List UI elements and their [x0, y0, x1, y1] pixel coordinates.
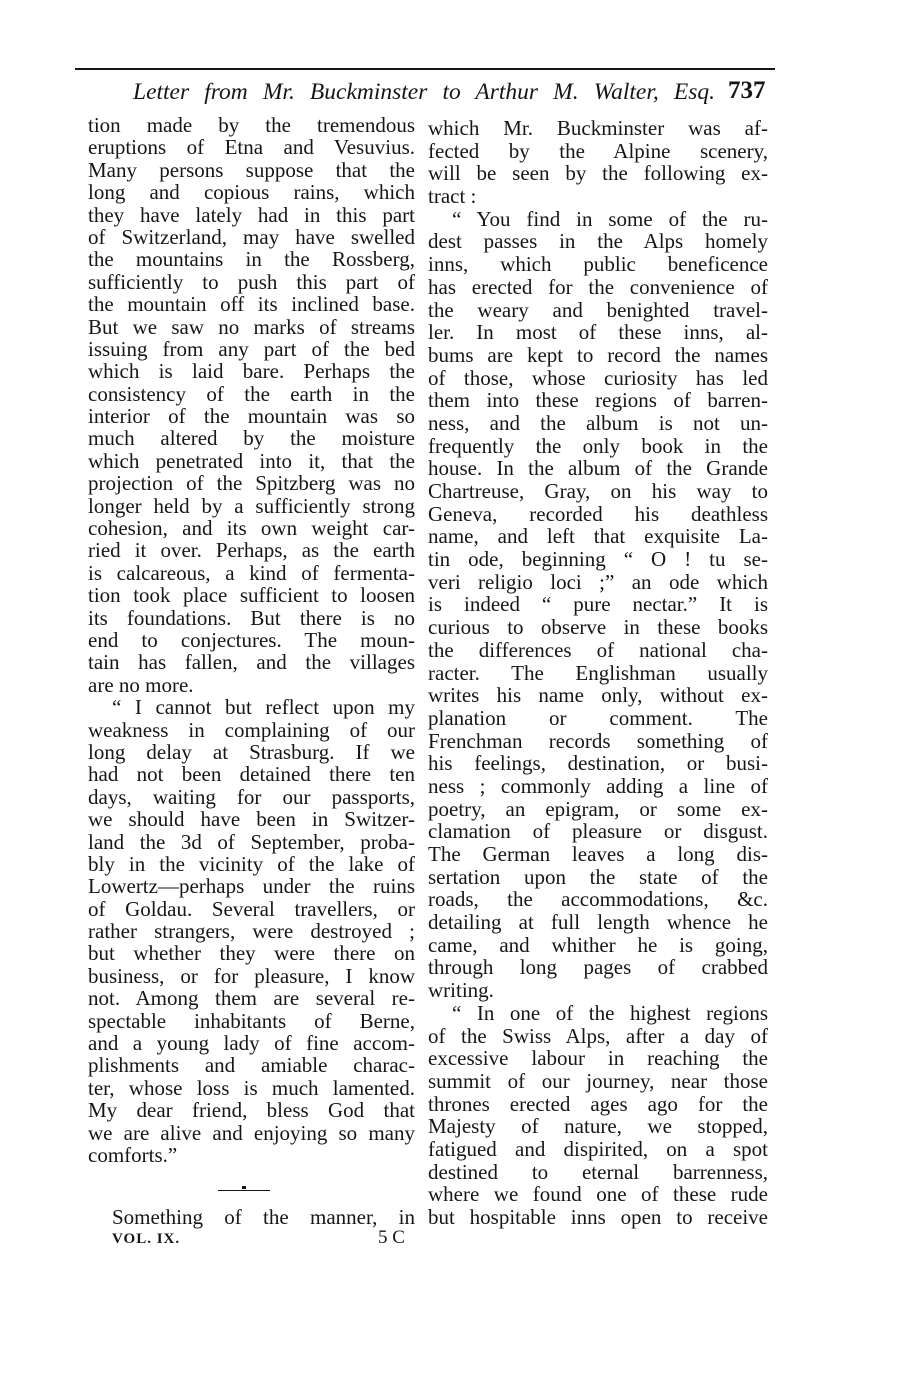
right-column-line: them into these regions of barren-: [428, 388, 768, 413]
right-column-line: racter. The Englishman usually: [428, 660, 768, 685]
left-column-line: longer held by a sufficiently strong: [88, 493, 415, 518]
right-column-line: ness, and the album is not un-: [428, 410, 768, 435]
left-column-line: Lowertz—perhaps under the ruins: [88, 874, 415, 899]
right-column-line: where we found one of these rude: [428, 1182, 768, 1207]
right-column-line: dest passes in the Alps homely: [428, 229, 768, 254]
left-column-line: tion took place sufficient to loosen: [88, 583, 415, 608]
left-column-line: eruptions of Etna and Vesuvius.: [88, 135, 415, 160]
left-column-line: the mountain off its inclined base.: [88, 292, 415, 317]
left-column-line: ter, whose loss is much lamented.: [88, 1075, 415, 1100]
right-column: [428, 117, 768, 1229]
left-column-line: which penetrated into it, that the: [88, 448, 415, 473]
right-column-line: veri religio loci ;” an ode which: [428, 569, 768, 594]
left-column-line: comforts.”: [88, 1142, 178, 1167]
right-column-line: writes his name only, without ex-: [428, 683, 768, 708]
right-column-line: frequently the only book in the: [428, 433, 768, 458]
header-rule: [75, 68, 775, 70]
right-column-line: writing.: [428, 978, 494, 1003]
right-column-line: his feelings, destination, or busi-: [428, 751, 768, 776]
right-column-line: is indeed “ pure nectar.” It is: [428, 592, 768, 617]
right-column-line: came, and whither he is going,: [428, 932, 768, 957]
left-column-line: sufficiently to push this part of: [88, 269, 415, 294]
left-column-line: ried it over. Perhaps, as the earth: [88, 538, 415, 563]
left-column-line: of Goldau. Several travellers, or: [88, 896, 415, 921]
section-divider: [218, 1190, 270, 1191]
left-column-line: Many persons suppose that the: [88, 157, 415, 182]
left-column-line: My dear friend, bless God that: [88, 1098, 415, 1123]
right-column-line: curious to observe in these books: [428, 615, 768, 640]
right-column-line: will be seen by the following ex-: [428, 161, 768, 186]
left-column-line: the mountains in the Rossberg,: [88, 247, 415, 272]
right-column-line: “ In one of the highest regions: [452, 1000, 768, 1025]
right-column-line: destined to eternal barrenness,: [428, 1159, 768, 1184]
right-column-line: clamation of pleasure or disgust.: [428, 819, 768, 844]
right-column-line: Chartreuse, Gray, on his way to: [428, 479, 768, 503]
left-column-line: long and copious rains, which: [88, 180, 415, 205]
left-column-line: which is laid bare. Perhaps the: [88, 359, 415, 384]
left-column-line: business, or for pleasure, I know: [88, 963, 415, 988]
sheet-signature: 5 C: [378, 1227, 405, 1248]
right-column-line: sertation upon the state of the: [428, 864, 768, 889]
left-column-line: and a young lady of fine accom-: [88, 1031, 415, 1056]
left-column-line: much altered by the moisture: [88, 426, 415, 451]
left-column-line: land the 3d of September, proba-: [88, 829, 415, 854]
right-column-line: ness ; commonly adding a line of: [428, 773, 768, 798]
right-column-line: poetry, an epigram, or some ex-: [428, 796, 768, 821]
right-column-line: of those, whose curiosity has led: [428, 365, 768, 390]
left-column-line: they have lately had in this part: [88, 202, 415, 227]
right-column-line: has erected for the convenience of: [428, 274, 768, 299]
left-column-line: end to conjectures. The moun-: [88, 627, 415, 652]
left-column-line: its foundations. But there is no: [88, 605, 415, 630]
right-column-line: fected by the Alpine scenery,: [428, 138, 768, 163]
running-head-title: Letter from Mr. Buckminster to Arthur M. Walter, Esq.: [133, 79, 715, 105]
left-column-line: tion made by the tremendous: [88, 113, 415, 137]
left-column-line: we are alive and enjoying so many: [88, 1120, 415, 1145]
right-column-line: house. In the album of the Grande: [428, 456, 768, 481]
right-column-line: name, and left that exquisite La-: [428, 524, 768, 549]
left-column-line: rather strangers, were destroyed ;: [88, 919, 415, 944]
right-column-line: planation or comment. The: [428, 705, 768, 730]
left-column-line: “ I cannot but reflect upon my: [112, 695, 415, 720]
left-column-line: is calcareous, a kind of fermenta-: [88, 560, 415, 585]
right-column-line: tin ode, beginning “ O ! tu se-: [428, 547, 768, 572]
right-column-line: through long pages of crabbed: [428, 955, 768, 980]
right-column-line: summit of our journey, near those: [428, 1068, 768, 1093]
right-column-line: detailing at full length whence he: [428, 910, 768, 935]
left-column-line: cohesion, and its own weight car-: [88, 516, 415, 541]
right-column-line: The German leaves a long dis-: [428, 842, 768, 866]
right-column-line: bums are kept to record the names: [428, 342, 768, 367]
right-column-line: “ You find in some of the ru-: [452, 206, 768, 231]
right-column-line: Geneva, recorded his deathless: [428, 501, 768, 526]
right-column-line: fatigued and dispirited, on a spot: [428, 1136, 768, 1161]
continuation-line: Something of the manner, in: [112, 1205, 415, 1229]
left-column-line: of Switzerland, may have swelled: [88, 224, 415, 249]
left-column: [88, 114, 415, 1166]
left-column-line: projection of the Spitzberg was no: [88, 471, 415, 496]
right-column-line: ler. In most of these inns, al-: [428, 320, 768, 345]
right-column-line: roads, the accommodations, &c.: [428, 887, 768, 912]
right-column-line: Majesty of nature, we stopped,: [428, 1114, 768, 1139]
left-column-line: weakness in complaining of our: [88, 717, 415, 742]
right-column-line: of the Swiss Alps, after a day of: [428, 1023, 768, 1048]
left-column-line: days, waiting for our passports,: [88, 784, 415, 809]
left-column-line: issuing from any part of the bed: [88, 336, 415, 361]
right-column-line: excessive labour in reaching the: [428, 1046, 768, 1071]
left-column-line: we should have been in Switzer-: [88, 807, 415, 832]
left-column-line: not. Among them are several re-: [88, 986, 415, 1011]
right-column-line: the differences of national cha-: [428, 637, 768, 662]
left-column-line: tain has fallen, and the villages: [88, 650, 415, 675]
right-column-line: which Mr. Buckminster was af-: [428, 116, 768, 140]
right-column-line: Frenchman records something of: [428, 728, 768, 753]
right-column-line: thrones erected ages ago for the: [428, 1091, 768, 1116]
left-column-line: long delay at Strasburg. If we: [88, 739, 415, 764]
left-column-line: spectable inhabitants of Berne,: [88, 1008, 415, 1033]
left-column-line: bly in the vicinity of the lake of: [88, 851, 415, 876]
left-column-line: plishments and amiable charac-: [88, 1053, 415, 1078]
left-column-line: are no more.: [88, 672, 194, 697]
page-number: 737: [728, 77, 766, 104]
right-column-line: tract :: [428, 184, 477, 209]
right-column-line: the weary and benighted travel-: [428, 297, 768, 322]
right-column-line: but hospitable inns open to receive: [428, 1205, 768, 1229]
left-column-line: had not been detained there ten: [88, 762, 415, 787]
left-column-line: But we saw no marks of streams: [88, 314, 415, 339]
left-column-line: consistency of the earth in the: [88, 381, 415, 406]
volume-signature: VOL. IX.: [112, 1231, 181, 1247]
right-column-line: inns, which public beneficence: [428, 252, 768, 277]
left-column-line: but whether they were there on: [88, 941, 415, 966]
section-divider-mark: [242, 1186, 246, 1189]
left-column-line: interior of the mountain was so: [88, 404, 415, 429]
